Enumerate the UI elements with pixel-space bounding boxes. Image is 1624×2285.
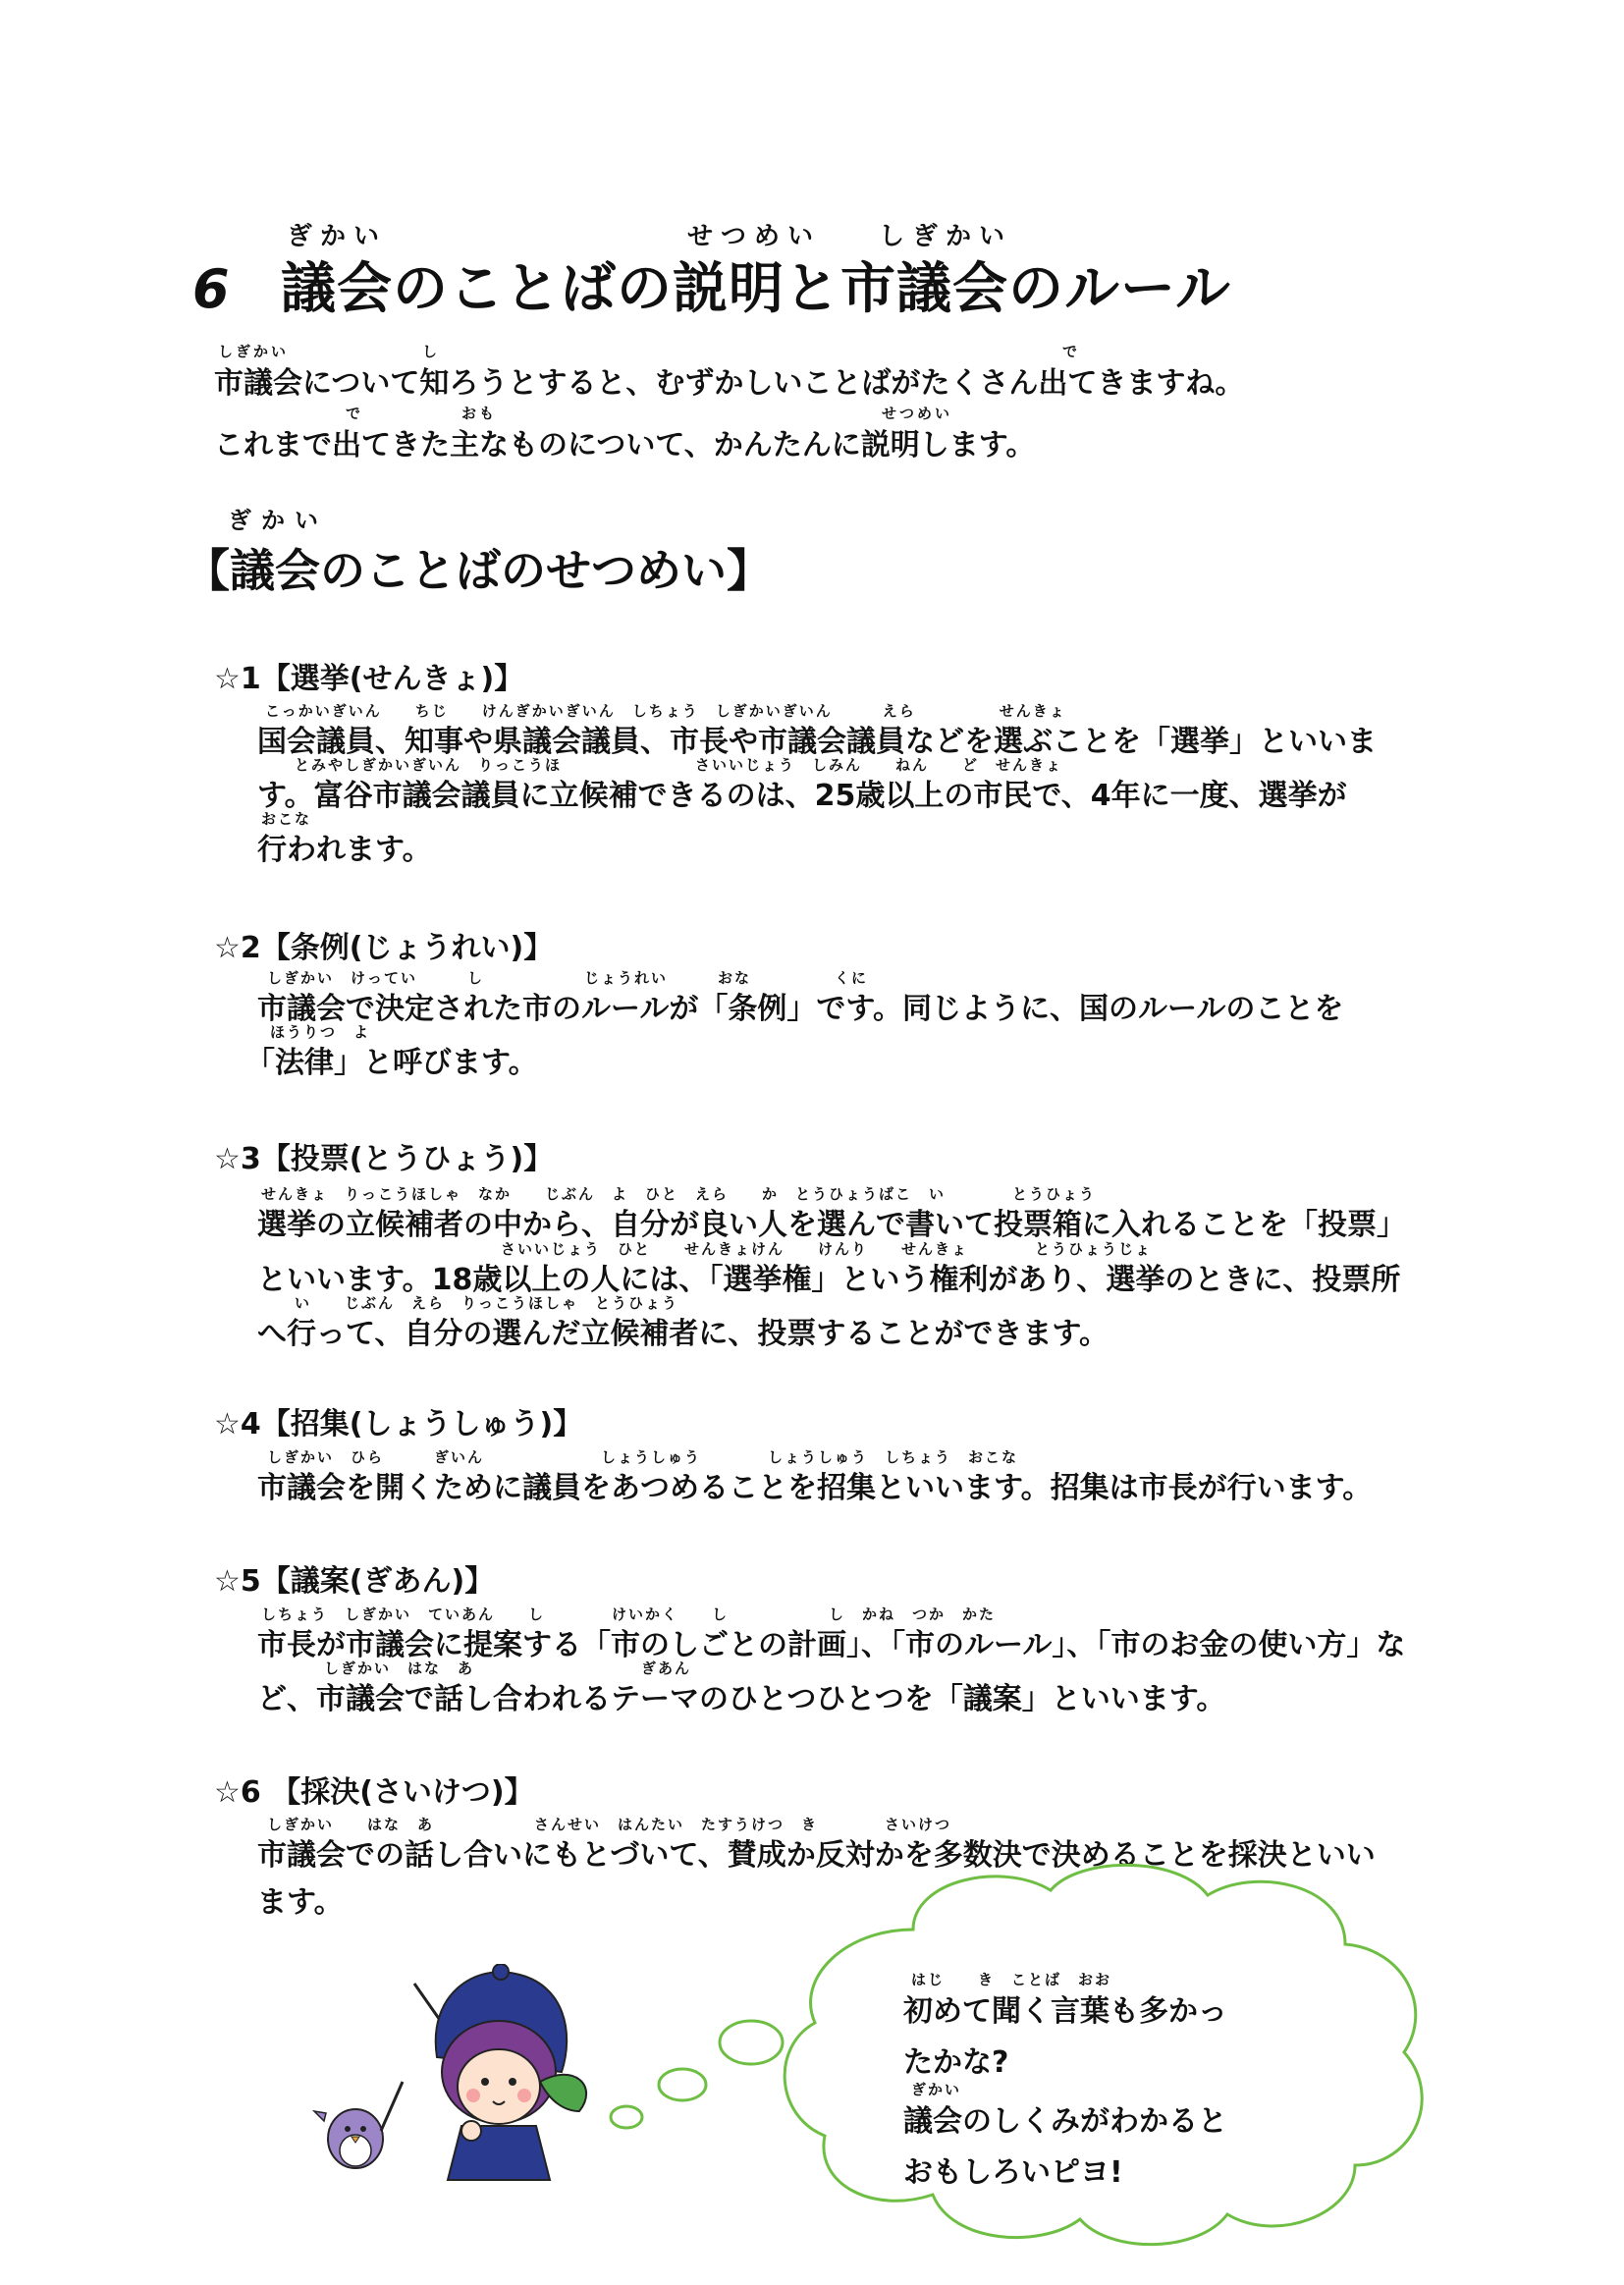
term-5-ruby-2: しぎかい はな あ ぎあん bbox=[324, 1659, 692, 1677]
term-5-line-2: ど、市議会で話し合われるテーマのひとつひとつを「議案」といいます。 bbox=[257, 1682, 1226, 1716]
term-2-line-1: 市議会で決定された市のルールが「条例」です。同じように、国のルールのことを bbox=[257, 992, 1344, 1026]
term-2-line-2: 「法律」と呼びます。 bbox=[245, 1046, 538, 1080]
term-3-ruby-2: さいいじょう ひと せんきょけん けんり せんきょ とうひょうじょ bbox=[501, 1240, 1153, 1258]
term-3-heading: ☆3【投票(とうひょう)】 bbox=[214, 1142, 554, 1176]
term-1-line-1: 国会議員、知事や県議会議員、市長や市議会議員などを選ぶことを「選挙」といいま bbox=[257, 725, 1377, 759]
term-2-heading: ☆2【条例(じょうれい)】 bbox=[214, 931, 554, 965]
heading-ruby-gikai: ぎかい bbox=[287, 222, 388, 251]
intro-ruby-1b: し bbox=[422, 343, 441, 360]
heading-ruby-shigikai: しぎかい bbox=[879, 222, 1013, 251]
term-6-heading: ☆6 【採決(さいけつ)】 bbox=[214, 1775, 534, 1810]
bubble-line-3: 議会のしくみがわかると bbox=[903, 2104, 1227, 2139]
intro-ruby-1a: しぎかい bbox=[218, 343, 290, 360]
term-5-heading: ☆5【議案(ぎあん)】 bbox=[214, 1564, 495, 1599]
term-3-line-1: 選挙の立候補者の中から、自分が良い人を選んで書いて投票箱に入れることを「投票」 bbox=[257, 1208, 1406, 1242]
term-1-ruby-1: こっかいぎいん ちじ けんぎかいぎいん しちょう しぎかいぎいん えら せんきょ bbox=[265, 702, 1066, 720]
term-3-ruby-1: せんきょ りっこうほしゃ なか じぶん よ ひと えら か とうひょうばこ い とうひょう bbox=[261, 1185, 1097, 1203]
term-1-ruby-3: おこな bbox=[261, 810, 312, 828]
term-3-line-3: へ行って、自分の選んだ立候補者に、投票することができます。 bbox=[257, 1317, 1109, 1351]
term-2-ruby-1: しぎかい けってい し じょうれい おな くに bbox=[267, 969, 869, 987]
term-2-ruby-2: ほうりつ よ bbox=[270, 1023, 371, 1041]
term-5-line-1: 市長が市議会に提案する「市のしごとの計画」、「市のルール」、「市のお金の使い方」な bbox=[257, 1628, 1406, 1662]
term-3-ruby-3: い じぶん えら りっこうほしゃ とうひょう bbox=[295, 1294, 679, 1312]
term-5-ruby-1: しちょう しぎかい ていあん し けいかく し し かね つか かた bbox=[261, 1605, 997, 1623]
section-ruby: ぎかい bbox=[228, 507, 328, 534]
intro-ruby-2c: せつめい bbox=[882, 405, 953, 422]
heading-ruby-setsumei: せつめい bbox=[687, 222, 822, 251]
term-6-line-1: 市議会での話し合いにもとづいて、賛成か反対かを多数決で決めることを採決といい bbox=[257, 1838, 1376, 1873]
section-title: 【議会のことばのせつめい】 bbox=[185, 544, 772, 597]
section-number: 6 bbox=[192, 258, 230, 320]
term-4-heading: ☆4【招集(しょうしゅう)】 bbox=[214, 1407, 583, 1442]
term-1-line-3: 行われます。 bbox=[257, 833, 432, 867]
term-6-line-2: ます。 bbox=[257, 1885, 344, 1920]
girl-character bbox=[414, 1964, 586, 2180]
bubble-ruby-1: はじ き ことば おお bbox=[911, 1971, 1112, 1988]
bubble-ruby-3: ぎかい bbox=[911, 2081, 962, 2098]
term-1-ruby-2: とみやしぎかいぎいん りっこうほ さいいじょう しみん ねん ど せんきょ bbox=[295, 756, 1063, 774]
term-3-line-2: といいます。18歳以上の人には、「選挙権」という権利があり、選挙のときに、投票所 bbox=[257, 1263, 1401, 1297]
intro-ruby-1c: で bbox=[1062, 343, 1081, 360]
speech-cloud bbox=[766, 1861, 1443, 2254]
bubble-line-2: たかな? bbox=[903, 2045, 1009, 2080]
term-6-ruby-1: しぎかい はな あ さんせい はんたい たすうけつ き さいけつ bbox=[267, 1816, 952, 1833]
term-4-line-1: 市議会を開くために議員をあつめることを招集といいます。招集は市長が行います。 bbox=[257, 1471, 1373, 1505]
cloud-shape bbox=[766, 1861, 1443, 2254]
bird-character bbox=[314, 2082, 403, 2168]
intro-ruby-2b: おも bbox=[461, 405, 498, 422]
page-title: 議会のことばの説明と市議会のルール bbox=[281, 257, 1231, 321]
term-1-heading: ☆1【選挙(せんきょ)】 bbox=[214, 662, 524, 696]
intro-ruby-2a: で bbox=[346, 405, 364, 422]
intro-line-2: これまで出てきた主なものについて、かんたんに説明します。 bbox=[214, 428, 1036, 462]
term-4-ruby-1: しぎかい ひら ぎいん しょうしゅう しょうしゅう しちょう おこな bbox=[267, 1448, 1019, 1466]
page-heading bbox=[192, 245, 1231, 324]
term-1-line-2: す。富谷市議会議員に立候補できるのは、25歳以上の市民で、4年に一度、選挙が bbox=[257, 779, 1347, 813]
mascot-illustration bbox=[304, 1964, 677, 2190]
bubble-line-1: 初めて聞く言葉も多かっ bbox=[903, 1994, 1227, 2029]
intro-line-1: 市議会について知ろうとすると、むずかしいことばがたくさん出てきますね。 bbox=[214, 366, 1245, 401]
bubble-line-4: おもしろいピヨ! bbox=[903, 2155, 1123, 2190]
